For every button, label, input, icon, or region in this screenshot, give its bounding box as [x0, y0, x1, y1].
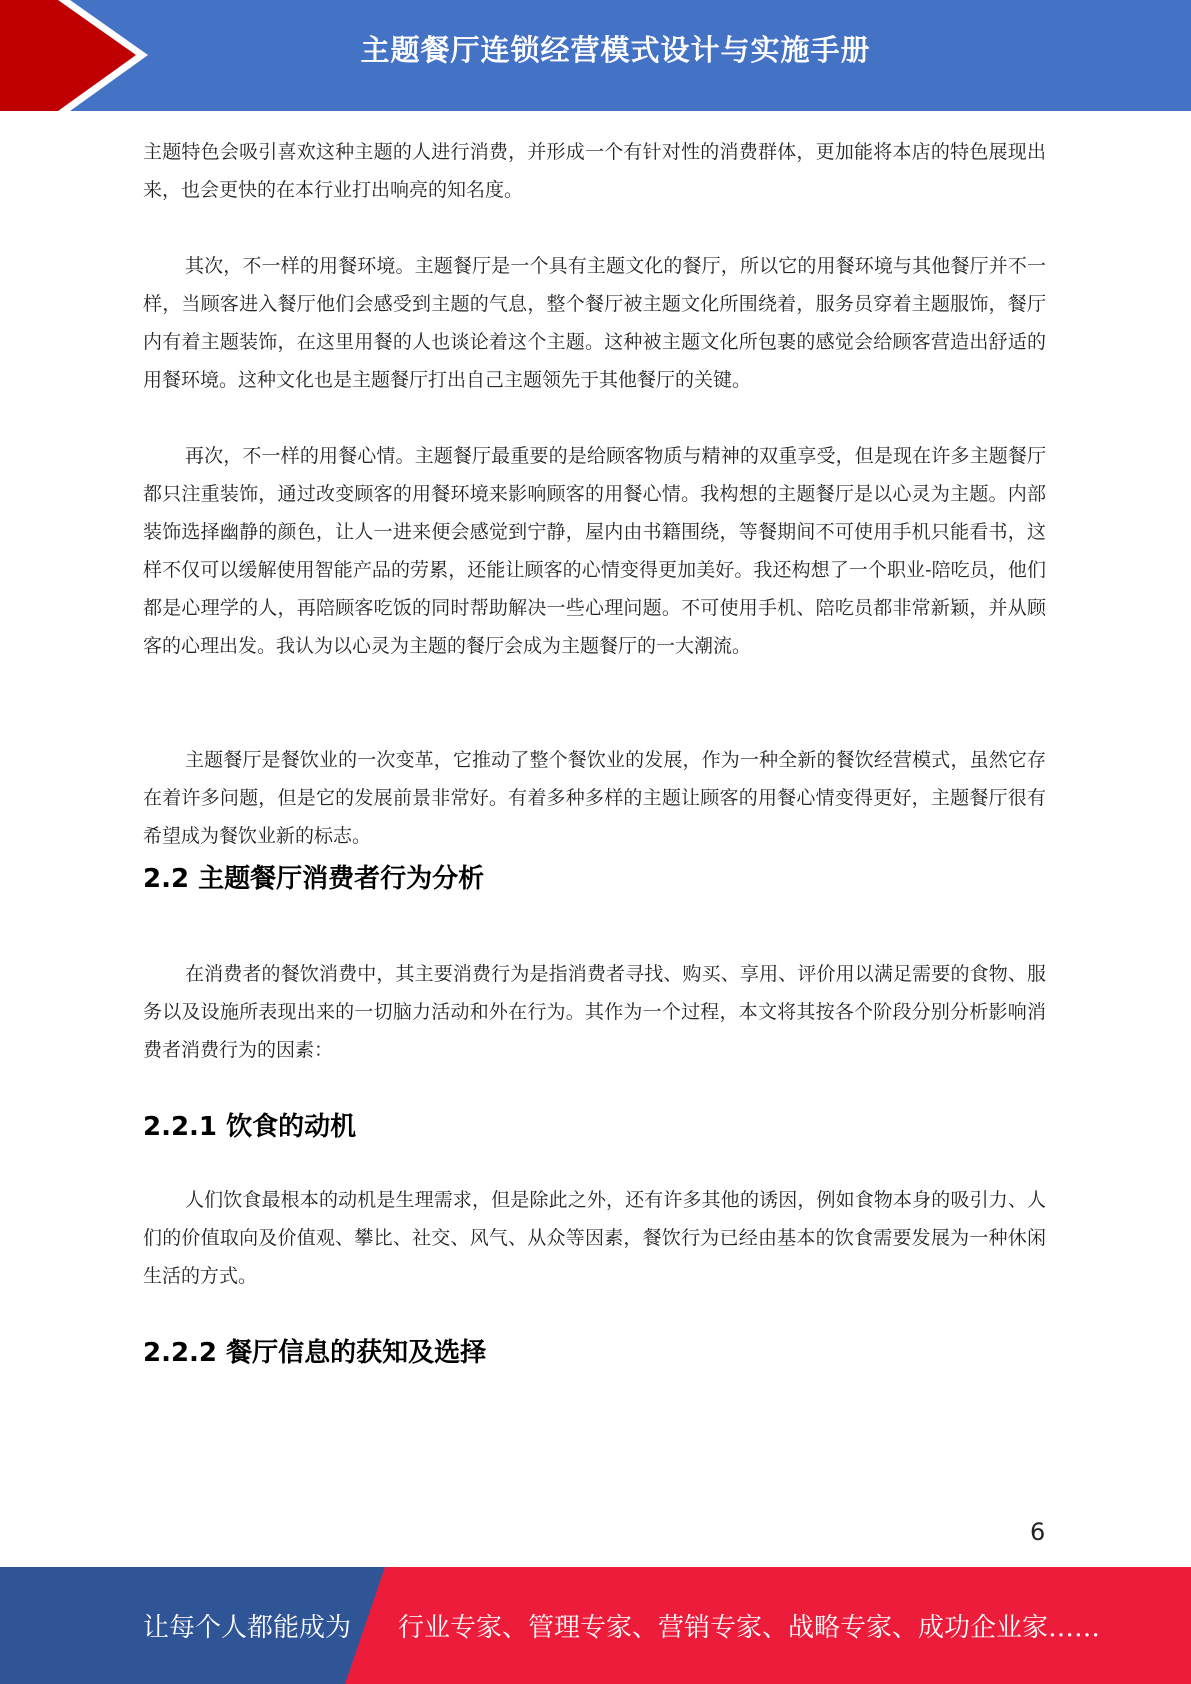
paragraph: 再次，不一样的用餐心情。主题餐厅最重要的是给顾客物质与精神的双重享受，但是现在许多主题餐厅都只注重装饰，通过改变顾客的用餐环境来影响顾客的用餐心情。我构想的主题餐厅是以心灵为主题。内部装饰选择幽静的颜色，让人一进来便会感觉到宁静，屋内由书籍围绕，等餐期间不可使用手机只能看书，这样不仅可以缓解使用智能产品的劳累，还能让顾客的心情变得更加美好。我还构想了一个职业-陪吃员，他们都是心理学的人，再陪顾客吃饭的同时帮助解决一些心理问题。不可使用手机、陪吃员都非常新颖，并从顾客的心理出发。我认为以心灵为主题的餐厅会成为主题餐厅的一大潮流。 — [143, 445, 1046, 657]
paragraph: 主题特色会吸引喜欢这种主题的人进行消费，并形成一个有针对性的消费群体，更加能将本店的特色展现出来，也会更快的在本行业打出响亮的知名度。 — [143, 141, 1046, 201]
subsection-heading: 2.2.2 餐厅信息的获知及选择 — [143, 1338, 487, 1368]
subsection-heading: 2.2.1 饮食的动机 — [143, 1112, 357, 1142]
footer-slogan-left: 让每个人都能成为 — [143, 1613, 352, 1643]
footer-slogan-right: 行业专家、管理专家、营销专家、战略专家、成功企业家…… — [398, 1613, 1101, 1643]
paragraph: 在消费者的餐饮消费中，其主要消费行为是指消费者寻找、购买、享用、评价用以满足需要的食物、服务以及设施所表现出来的一切脑力活动和外在行为。其作为一个过程，本文将其按各个阶段分别分析影响消费者消费行为的因素： — [143, 963, 1046, 1061]
document-body — [143, 133, 1046, 1375]
paragraph: 人们饮食最根本的动机是生理需求，但是除此之外，还有许多其他的诱因，例如食物本身的吸引力、人们的价值取向及价值观、攀比、社交、风气、从众等因素，餐饮行为已经由基本的饮食需要发展为一种休闲生活的方式。 — [143, 1189, 1046, 1287]
page-footer — [0, 1567, 1191, 1684]
section-heading: 2.2 主题餐厅消费者行为分析 — [143, 864, 485, 894]
paragraph: 其次，不一样的用餐环境。主题餐厅是一个具有主题文化的餐厅，所以它的用餐环境与其他餐厅并不一样，当顾客进入餐厅他们会感受到主题的气息，整个餐厅被主题文化所围绕着，服务员穿着主题服饰，餐厅内有着主题装饰，在这里用餐的人也谈论着这个主题。这种被主题文化所包裹的感觉会给顾客营造出舒适的用餐环境。这种文化也是主题餐厅打出自己主题领先于其他餐厅的关键。 — [143, 255, 1046, 391]
paragraph: 主题餐厅是餐饮业的一次变革，它推动了整个餐饮业的发展，作为一种全新的餐饮经营模式，虽然它存在着许多问题，但是它的发展前景非常好。有着多种多样的主题让顾客的用餐心情变得更好，主题餐厅很有希望成为餐饮业新的标志。 — [143, 749, 1046, 847]
page-header — [0, 0, 1191, 111]
page-number: 6 — [1030, 1518, 1046, 1546]
document-title: 主题餐厅连锁经营模式设计与实施手册 — [360, 33, 871, 67]
